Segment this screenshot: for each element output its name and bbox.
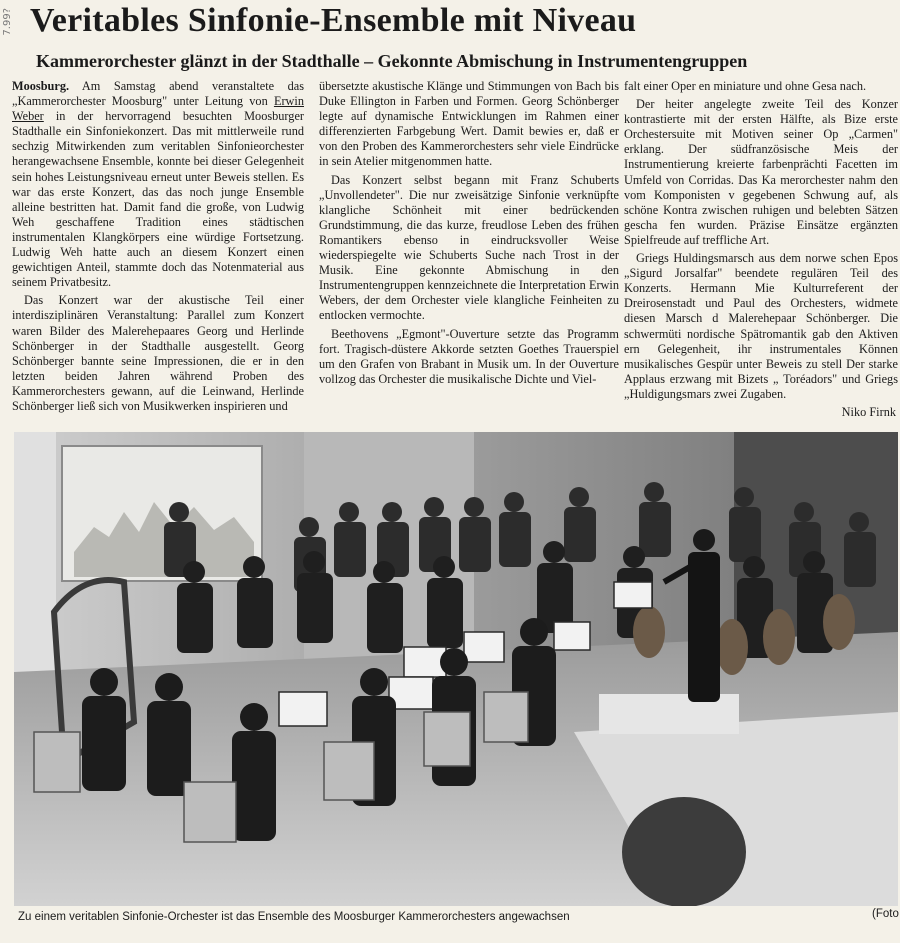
article-column-1 [12, 79, 304, 432]
article-paragraph: übersetzte akustische Klänge und Stimmungen von Bach bis Duke Ellington in Farben und Formen. Georg Schönberger legte auf dynamische Entwicklungen im Rahmen einer differenzierten Farbgebung Wert. Damit bewies er, daß er von den Proben des Kammerorchesters sehr viele Eindrücke in sein Atelier mitgenommen hatte. [319, 79, 619, 169]
potted-plant [622, 797, 746, 906]
orchestra-photo-illustration [14, 432, 898, 906]
article-paragraph: Das Konzert war der akustische Teil einer interdisziplinären Veranstaltung: Parallel zum Konzert waren Bilder des Malerehepaares Georg und Herlinde Schönberger in der Stadthalle ausgestellt. Georg Schönberger bannte seine Impressionen, die er in den letzten beiden Jahren während Proben des Kammerorchesters gewann, auf die Leinwand, Herlinde Schönberger ließ sich von Musikwerken inspirieren und [12, 293, 304, 413]
article-paragraph: Beethovens „Egmont"-Ouverture setzte das Programm fort. Tragisch-düstere Akkorde setzten Goethes Trauerspiel um den Grafen von Brabant in Musik um. In der Ouverture vollzog das Orchester die musikalische Dichte und Viel- [319, 326, 619, 386]
paragraph-text: in der hervorragend besuchten Moosburger Stadthalle ein Sinfoniekonzert. Das mit mittlerweile rund sechzig Mitwirkenden zum veritablen Sinfonieorchester herangewachsene Ensemble, konnte bei dieser Gelegenheit sein hohes Leistungsniveau erneut unter Beweis stellen. Es war das erste Konzert, das das noch junge Ensemble alleine bestritten hat. Damit fand die große, von Ludwig Weh geschaffene Tradition eines städtischen instrumentalen Klangkörpers eine würdige Fortsetzung. Ludwig Weh hatte auch an diesem Konzert einen gewichtigen Anteil, stammte doch das Notenmaterial aus seinem Privatbesitz. [12, 109, 304, 290]
article-column-2 [319, 79, 619, 432]
headline: Veritables Sinfonie-Ensemble mit Niveau [30, 2, 637, 39]
article-paragraph: Der heiter angelegte zweite Teil des Konzer kontrastierte mit der ersten Hälfte, als Bize erste Orchestersuite mit Motiven seiner Op „Carmen" erklang. Der südfranzösische Meis der Instrumentierung kreierte farbenprächti Facetten im Umfeld von Corridas. Das Ka merorchester nahm den vom Komponisten v gegebenen Schwung auf, als schöne Kontra zwischen ruhigen und belebten Sätzen gescha fen wurden. Präzise Einsätze ergänzten Spielfreude auf treffliche Art. [624, 97, 898, 247]
subheadline: Kammerorchester glänzt in der Stadthalle – Gekonnte Abmischung in Instrumentengruppen [36, 51, 748, 71]
paragraph-text: Am Samstag abend veranstaltete das „Kammerorchester Moosburg" unter Leitung von [12, 79, 304, 109]
author-byline: Niko Firnk [841, 404, 896, 419]
article-paragraph: Griegs Huldingsmarsch aus dem norwe schen Epos „Sigurd Jorsalfar" beendete regulären Teil des Konzerts. Hermann Mie Kulturreferent der Dreirosenstadt und Paul des Orchesters, widmete diesen Marsch d Malerehepaar Schönberger. Die schwermüti nordische Spätromantik gab den Aktiven ern Gelegenheit, ihr instrumentales Können musikalisches Gespür unter Beweis zu stell Der starke Applaus erzwang mit Bizets „ Toréadors" und Griegs „Huldigungsmars zwei Zugaben. [624, 251, 898, 401]
handwritten-margin-note: 7.99? [2, 8, 13, 36]
article-paragraph: Das Konzert selbst begann mit Franz Schuberts „Unvollendeter". Die nur zweisätzige Sinfonie verknüpfte klangliche Schönheit mit einer bedrückenden Grundstimmung, die das kurze, freudlose Leben des frühen Romantikers ebenso in eindrucksvoller Weise wiederspiegelte wie Schuberts Suche nach Trost in der Musik. Eine gekonnte Abmischung in den Instrumentengruppen kennzeichnete die Interpretation Erwin Webers, der dem Orchester viele klangliche Feinheiten zu entlocken vermochte. [319, 172, 619, 323]
article-paragraph [12, 79, 304, 290]
conductor-name: Erwin Weber [12, 94, 304, 124]
article-paragraph: falt einer Oper en miniature und ohne Gesa nach. [624, 79, 867, 93]
article-body [12, 79, 898, 432]
orchestra-photo [14, 432, 898, 906]
dateline: Moosburg. [12, 79, 70, 93]
photo-credit: (Foto [872, 908, 899, 920]
photo-caption: Zu einem veritablen Sinfonie-Orchester ist das Ensemble des Moosburger Kammerorchesters angewachsen [18, 911, 570, 923]
article-column-3 [624, 79, 898, 432]
